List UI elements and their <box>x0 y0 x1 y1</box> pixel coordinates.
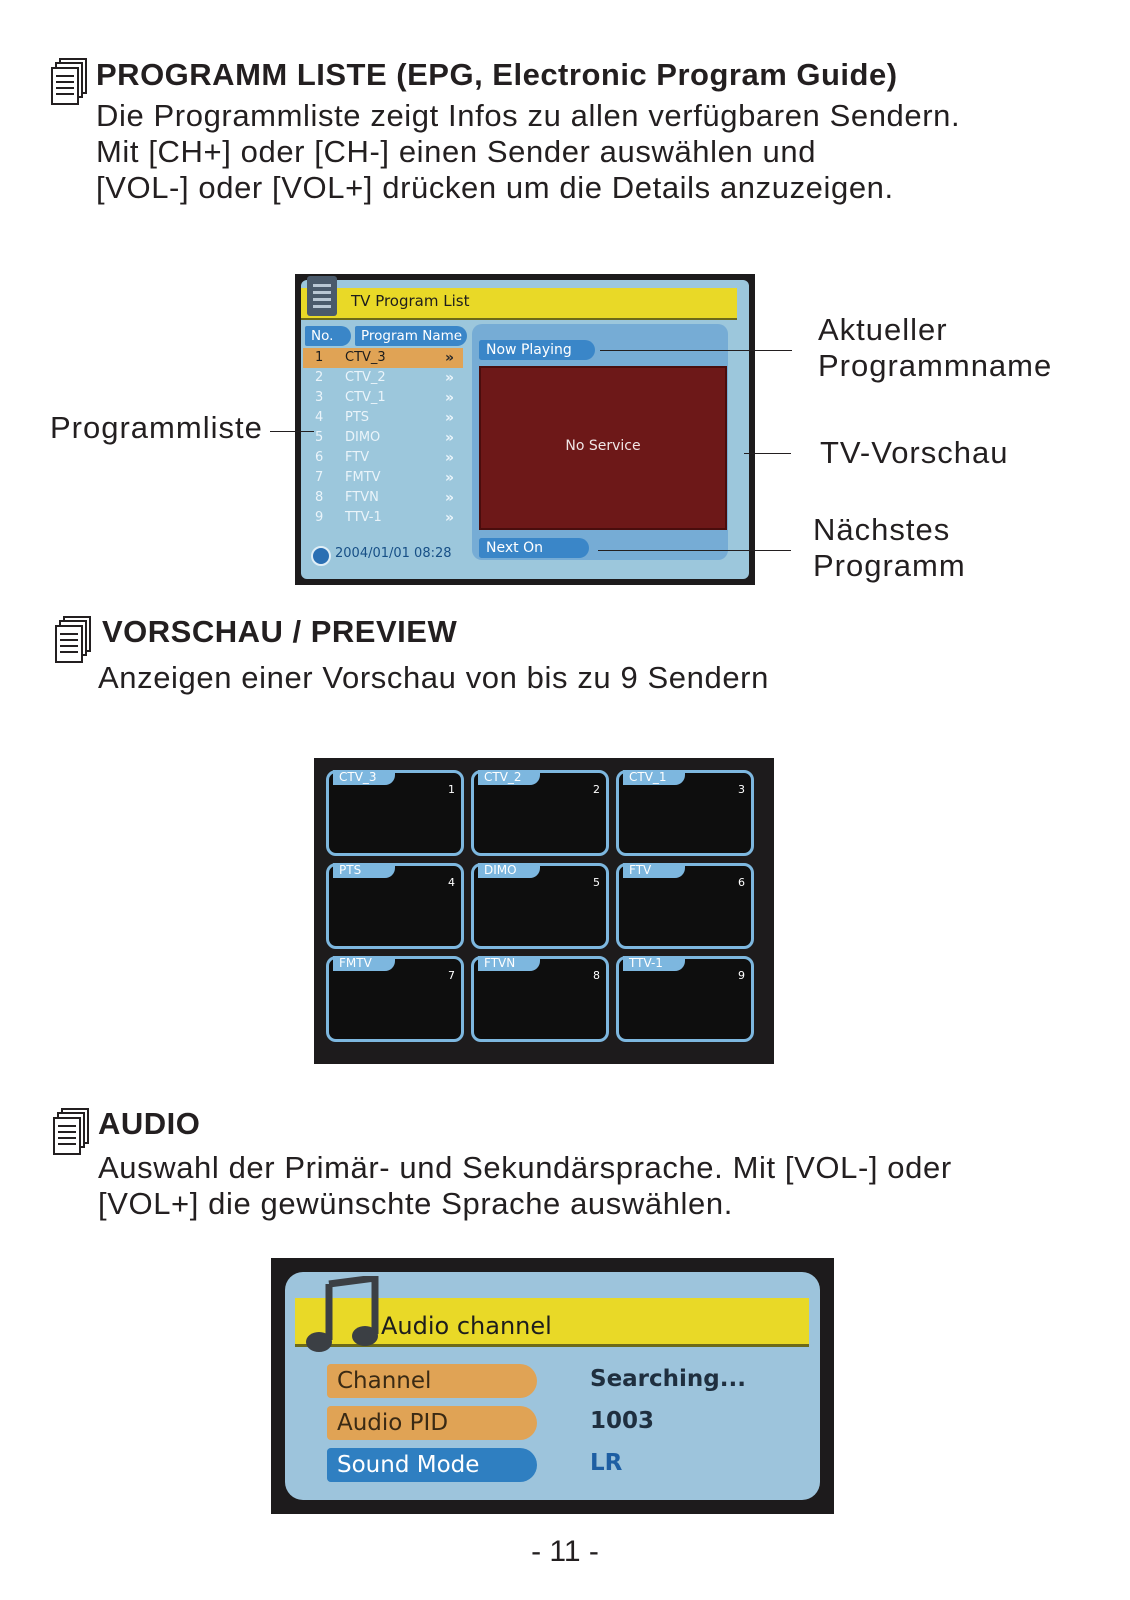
preview-text: Anzeigen einer Vorschau von bis zu 9 Sendern <box>98 660 769 695</box>
epg-text-line-3: [VOL-] oder [VOL+] drücken um die Details anzuzeigen. <box>96 170 894 205</box>
callout-naechstes: Nächstes <box>813 512 951 547</box>
preview-grid <box>314 758 774 1064</box>
document-stack-icon <box>50 58 88 108</box>
preview-tile[interactable] <box>616 956 754 1042</box>
tile-channel-name: FMTV <box>333 956 395 971</box>
epg-title: TV Program List <box>351 292 470 310</box>
preview-tile[interactable] <box>616 770 754 856</box>
preview-tile[interactable] <box>471 956 609 1042</box>
tile-number: 4 <box>448 876 455 889</box>
program-number: 7 <box>315 470 324 485</box>
program-name: CTV_1 <box>345 390 386 405</box>
tile-number: 5 <box>593 876 600 889</box>
program-row[interactable] <box>303 468 463 488</box>
program-row[interactable] <box>303 428 463 448</box>
tile-channel-name: CTV_1 <box>623 770 685 785</box>
no-service-text: No Service <box>565 438 641 454</box>
preview-tile[interactable] <box>326 956 464 1042</box>
audio-dialog-title: Audio channel <box>381 1312 552 1340</box>
program-name: PTS <box>345 410 370 425</box>
program-name: FTV <box>345 450 370 465</box>
page-number: - 11 - <box>531 1535 599 1568</box>
callout-programmname: Programmname <box>818 348 1053 383</box>
sound-mode-value: LR <box>590 1450 623 1476</box>
tile-number: 2 <box>593 783 600 796</box>
channel-field-label[interactable]: Channel <box>327 1364 537 1398</box>
tile-number: 8 <box>593 969 600 982</box>
program-row[interactable] <box>303 508 463 528</box>
program-name: FMTV <box>345 470 381 485</box>
program-row[interactable] <box>303 368 463 388</box>
preview-tile[interactable] <box>471 770 609 856</box>
tile-channel-name: FTV <box>623 863 685 878</box>
chevron-right-icon: » <box>445 390 452 406</box>
sound-mode-field-label[interactable]: Sound Mode <box>327 1448 537 1482</box>
tile-number: 9 <box>738 969 745 982</box>
leader-line <box>744 453 791 454</box>
now-playing-label: Now Playing <box>479 340 595 360</box>
tile-channel-name: CTV_2 <box>478 770 540 785</box>
program-number: 9 <box>315 510 324 525</box>
program-number: 4 <box>315 410 324 425</box>
chevron-right-icon: » <box>445 350 452 366</box>
leader-line <box>600 350 792 351</box>
program-name: TTV-1 <box>345 510 382 525</box>
callout-programmliste: Programmliste <box>50 410 263 445</box>
program-row[interactable] <box>303 408 463 428</box>
program-number: 3 <box>315 390 324 405</box>
epg-screenshot <box>295 274 755 585</box>
channel-value: Searching... <box>590 1366 746 1392</box>
chevron-right-icon: » <box>445 430 452 446</box>
audio-pid-field-label[interactable]: Audio PID <box>327 1406 537 1440</box>
program-row[interactable] <box>303 388 463 408</box>
preview-tile[interactable] <box>326 770 464 856</box>
document-stack-icon <box>54 616 92 666</box>
program-number: 5 <box>315 430 324 445</box>
audio-heading: AUDIO <box>98 1106 201 1141</box>
epg-text-line-2: Mit [CH+] oder [CH-] einen Sender auswählen und <box>96 134 817 169</box>
chevron-right-icon: » <box>445 370 452 386</box>
tile-channel-name: TTV-1 <box>623 956 685 971</box>
chevron-right-icon: » <box>445 470 452 486</box>
tile-channel-name: DIMO <box>478 863 540 878</box>
program-row[interactable] <box>303 488 463 508</box>
callout-tv-vorschau: TV-Vorschau <box>820 435 1009 470</box>
audio-pid-value: 1003 <box>590 1408 655 1434</box>
tile-channel-name: FTVN <box>478 956 540 971</box>
callout-programm: Programm <box>813 548 966 583</box>
audio-text-line-2: [VOL+] die gewünschte Sprache auswählen. <box>98 1186 733 1221</box>
col-name-header: Program Name <box>355 326 467 346</box>
leader-line <box>598 550 791 551</box>
tile-number: 6 <box>738 876 745 889</box>
program-number: 1 <box>315 350 324 365</box>
program-number: 2 <box>315 370 324 385</box>
program-name: CTV_3 <box>345 350 386 365</box>
chevron-right-icon: » <box>445 490 452 506</box>
chevron-right-icon: » <box>445 450 452 466</box>
callout-aktueller: Aktueller <box>818 312 948 347</box>
clock-icon <box>311 546 331 566</box>
chevron-right-icon: » <box>445 510 452 526</box>
audio-dialog-screenshot <box>271 1258 834 1514</box>
tv-preview-window <box>479 366 727 530</box>
audio-text-line-1: Auswahl der Primär- und Sekundärsprache. Mit [VOL-] oder <box>98 1150 952 1185</box>
program-name: CTV_2 <box>345 370 386 385</box>
program-name: DIMO <box>345 430 381 445</box>
col-no-header: No. <box>305 326 351 346</box>
program-name: FTVN <box>345 490 379 505</box>
tile-channel-name: PTS <box>333 863 395 878</box>
leader-line <box>270 431 314 432</box>
program-row[interactable] <box>303 348 463 368</box>
preview-heading: VORSCHAU / PREVIEW <box>102 614 458 649</box>
tile-number: 3 <box>738 783 745 796</box>
tile-number: 1 <box>448 783 455 796</box>
tile-channel-name: CTV_3 <box>333 770 395 785</box>
preview-tile[interactable] <box>616 863 754 949</box>
preview-tile[interactable] <box>326 863 464 949</box>
tile-number: 7 <box>448 969 455 982</box>
program-row[interactable] <box>303 448 463 468</box>
program-number: 6 <box>315 450 324 465</box>
list-icon <box>307 276 337 316</box>
chevron-right-icon: » <box>445 410 452 426</box>
document-stack-icon <box>52 1108 90 1158</box>
date-time: 2004/01/01 08:28 <box>335 546 452 561</box>
epg-text-line-1: Die Programmliste zeigt Infos zu allen verfügbaren Sendern. <box>96 98 961 133</box>
epg-heading: PROGRAMM LISTE (EPG, Electronic Program Guide) <box>96 57 898 92</box>
preview-tile[interactable] <box>471 863 609 949</box>
music-note-icon <box>301 1276 381 1354</box>
next-on-label: Next On <box>479 538 589 558</box>
audio-screen <box>285 1272 820 1500</box>
program-number: 8 <box>315 490 324 505</box>
